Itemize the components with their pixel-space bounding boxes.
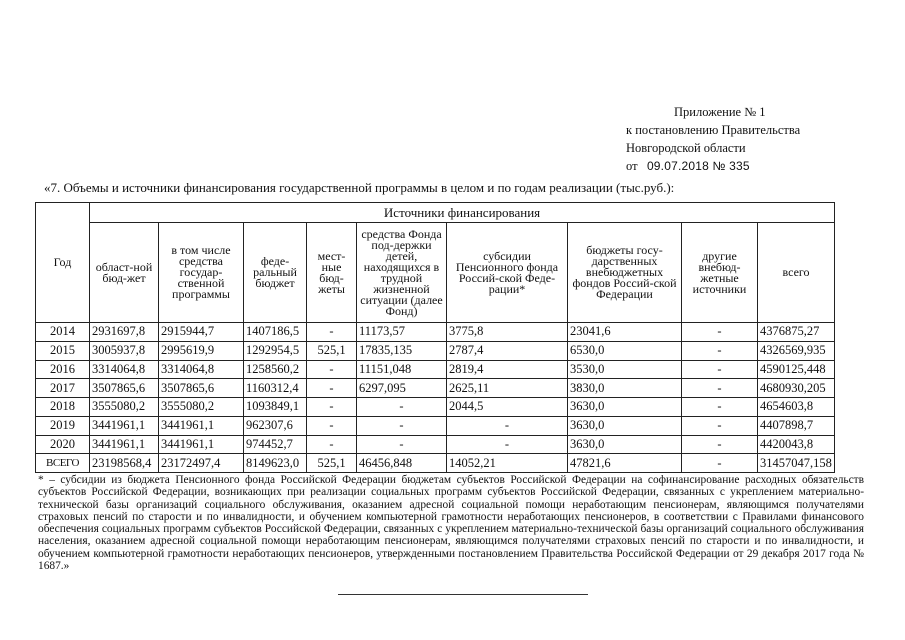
- table-cell: 4376875,27: [758, 323, 835, 342]
- table-row: [36, 323, 835, 342]
- table-row: [36, 454, 835, 473]
- table-cell: -: [307, 416, 357, 435]
- table-cell: 3441961,1: [90, 416, 159, 435]
- table-cell: 3507865,6: [159, 379, 244, 398]
- table-cell: -: [447, 416, 568, 435]
- table-cell: -: [682, 398, 758, 417]
- table-cell: 3830,0: [568, 379, 682, 398]
- table-cell: 2787,4: [447, 341, 568, 360]
- table-row: [36, 435, 835, 454]
- appendix-decree-line: к постановлению Правительства: [626, 123, 801, 137]
- section-heading: «7. Объемы и источники финансирования государственной программы в целом и по годам реализации (тыс.руб.):: [44, 180, 675, 195]
- table-cell: 3441961,1: [159, 435, 244, 454]
- table-row: [36, 341, 835, 360]
- appendix-date-prefix: от: [626, 159, 638, 173]
- table-cell: -: [307, 435, 357, 454]
- table-cell: 3314064,8: [159, 360, 244, 379]
- table-cell: 1407186,5: [244, 323, 307, 342]
- table-cell: -: [682, 360, 758, 379]
- table-row: [36, 360, 835, 379]
- table-cell: -: [307, 398, 357, 417]
- table-cell: 2819,4: [447, 360, 568, 379]
- table-cell: -: [357, 398, 447, 417]
- table-cell: 3555080,2: [159, 398, 244, 417]
- table-cell: 11173,57: [357, 323, 447, 342]
- table-cell: 3530,0: [568, 360, 682, 379]
- table-cell: 23198568,4: [90, 454, 159, 473]
- row-year-cell: 2018: [36, 398, 90, 417]
- table-cell: 11151,048: [357, 360, 447, 379]
- appendix-title: Приложение № 1: [674, 105, 766, 119]
- table-cell: 2044,5: [447, 398, 568, 417]
- table-cell: 4326569,935: [758, 341, 835, 360]
- table-row: [36, 416, 835, 435]
- table-cell: 3775,8: [447, 323, 568, 342]
- table-cell: -: [447, 435, 568, 454]
- column-header: всего: [758, 223, 835, 323]
- table-cell: 31457047,158: [758, 454, 835, 473]
- table-cell: 1292954,5: [244, 341, 307, 360]
- table-cell: 3441961,1: [159, 416, 244, 435]
- row-year-cell: 2016: [36, 360, 90, 379]
- table-cell: -: [682, 435, 758, 454]
- row-year-cell: 2017: [36, 379, 90, 398]
- table-cell: 14052,21: [447, 454, 568, 473]
- table-cell: 3441961,1: [90, 435, 159, 454]
- appendix-region-line: Новгородской области: [626, 141, 746, 155]
- table-cell: 6530,0: [568, 341, 682, 360]
- row-year-cell: 2020: [36, 435, 90, 454]
- column-header: в том числе средства государ-ственной программы: [159, 223, 244, 323]
- row-year-cell: 2014: [36, 323, 90, 342]
- row-year-cell: 2015: [36, 341, 90, 360]
- table-cell: 1160312,4: [244, 379, 307, 398]
- table-cell: -: [682, 416, 758, 435]
- table-cell: 3630,0: [568, 398, 682, 417]
- column-header: мест-ные бюд-жеты: [307, 223, 357, 323]
- table-cell: 974452,7: [244, 435, 307, 454]
- table-cell: 2995619,9: [159, 341, 244, 360]
- sources-header: Источники финансирования: [90, 203, 835, 223]
- year-column-header: Год: [36, 203, 90, 323]
- table-cell: -: [682, 323, 758, 342]
- table-cell: 17835,135: [357, 341, 447, 360]
- financing-table: [35, 202, 835, 473]
- appendix-date-line: [626, 157, 800, 175]
- table-cell: -: [357, 416, 447, 435]
- table-cell: -: [682, 341, 758, 360]
- table-cell: 8149623,0: [244, 454, 307, 473]
- appendix-date-value: 09.07.2018 № 335: [646, 159, 750, 173]
- column-header-row: [36, 223, 835, 323]
- column-header: бюджеты госу-дарственных внебюджетных фондов Россий-ской Федерации: [568, 223, 682, 323]
- table-cell: 3630,0: [568, 416, 682, 435]
- table-cell: -: [307, 323, 357, 342]
- divider-line: [338, 594, 588, 595]
- table-cell: 2625,11: [447, 379, 568, 398]
- table-cell: 2915944,7: [159, 323, 244, 342]
- table-row: [36, 379, 835, 398]
- table-cell: -: [357, 435, 447, 454]
- footnote: * – субсидии из бюджета Пенсионного фонда Российской Федерации бюджетам субъектов Российской Федерации на софинансирование расходных обязательств субъектов Российской Федерации, возникающих при реализации социальных программ субъектов Российской Федерации, связанных с укреплением материально-технической базы организаций социального обслуживания, оказанием адресной социальной помощи неработающим пенсионерам, являющимся получателями страховых пенсий по старости и по инвалидности, и обучением компьютерной грамотности неработающих пенсионеров, в соответствии с Правилами финансового обеспечения социальных программ субъектов Российской Федерации, связанных с укреплением материально-технической базы организаций социального обслуживания населения, оказанием адресной социальной помощи неработающим пенсионерам, являющимся получателями страховых пенсий по старости и по инвалидности, и обучением компьютерной грамотности неработающих пенсионеров, утвержденными постановлением Правительства Российской Федерации от 29 декабря 2017 года № 1687.»: [38, 474, 864, 573]
- table-cell: 4407898,7: [758, 416, 835, 435]
- table-cell: 47821,6: [568, 454, 682, 473]
- table-cell: 3630,0: [568, 435, 682, 454]
- table-cell: 2931697,8: [90, 323, 159, 342]
- column-header: област-ной бюд-жет: [90, 223, 159, 323]
- table-cell: 962307,6: [244, 416, 307, 435]
- column-header: феде-ральный бюджет: [244, 223, 307, 323]
- table-cell: 4590125,448: [758, 360, 835, 379]
- table-cell: -: [682, 454, 758, 473]
- table-cell: 3507865,6: [90, 379, 159, 398]
- table-cell: -: [307, 360, 357, 379]
- table-cell: 3314064,8: [90, 360, 159, 379]
- table-cell: 6297,095: [357, 379, 447, 398]
- table-row: [36, 398, 835, 417]
- table-cell: 3555080,2: [90, 398, 159, 417]
- table-cell: -: [682, 379, 758, 398]
- table-cell: 4654603,8: [758, 398, 835, 417]
- column-header: другие внебюд-жетные источники: [682, 223, 758, 323]
- table-cell: 525,1: [307, 454, 357, 473]
- column-header: субсидии Пенсионного фонда Россий-ской Феде-рации*: [447, 223, 568, 323]
- table-cell: 4680930,205: [758, 379, 835, 398]
- row-year-cell: 2019: [36, 416, 90, 435]
- table-cell: 1258560,2: [244, 360, 307, 379]
- table-cell: 23041,6: [568, 323, 682, 342]
- table-cell: -: [307, 379, 357, 398]
- appendix-block: [626, 103, 800, 175]
- table-cell: 3005937,8: [90, 341, 159, 360]
- table-cell: 4420043,8: [758, 435, 835, 454]
- table-body: [36, 323, 835, 473]
- row-year-cell: ВСЕГО: [36, 454, 90, 473]
- table-cell: 46456,848: [357, 454, 447, 473]
- table-cell: 23172497,4: [159, 454, 244, 473]
- column-header: средства Фонда под-держки детей, находящихся в трудной жизненной ситуации (далее Фонд): [357, 223, 447, 323]
- table-cell: 1093849,1: [244, 398, 307, 417]
- table-cell: 525,1: [307, 341, 357, 360]
